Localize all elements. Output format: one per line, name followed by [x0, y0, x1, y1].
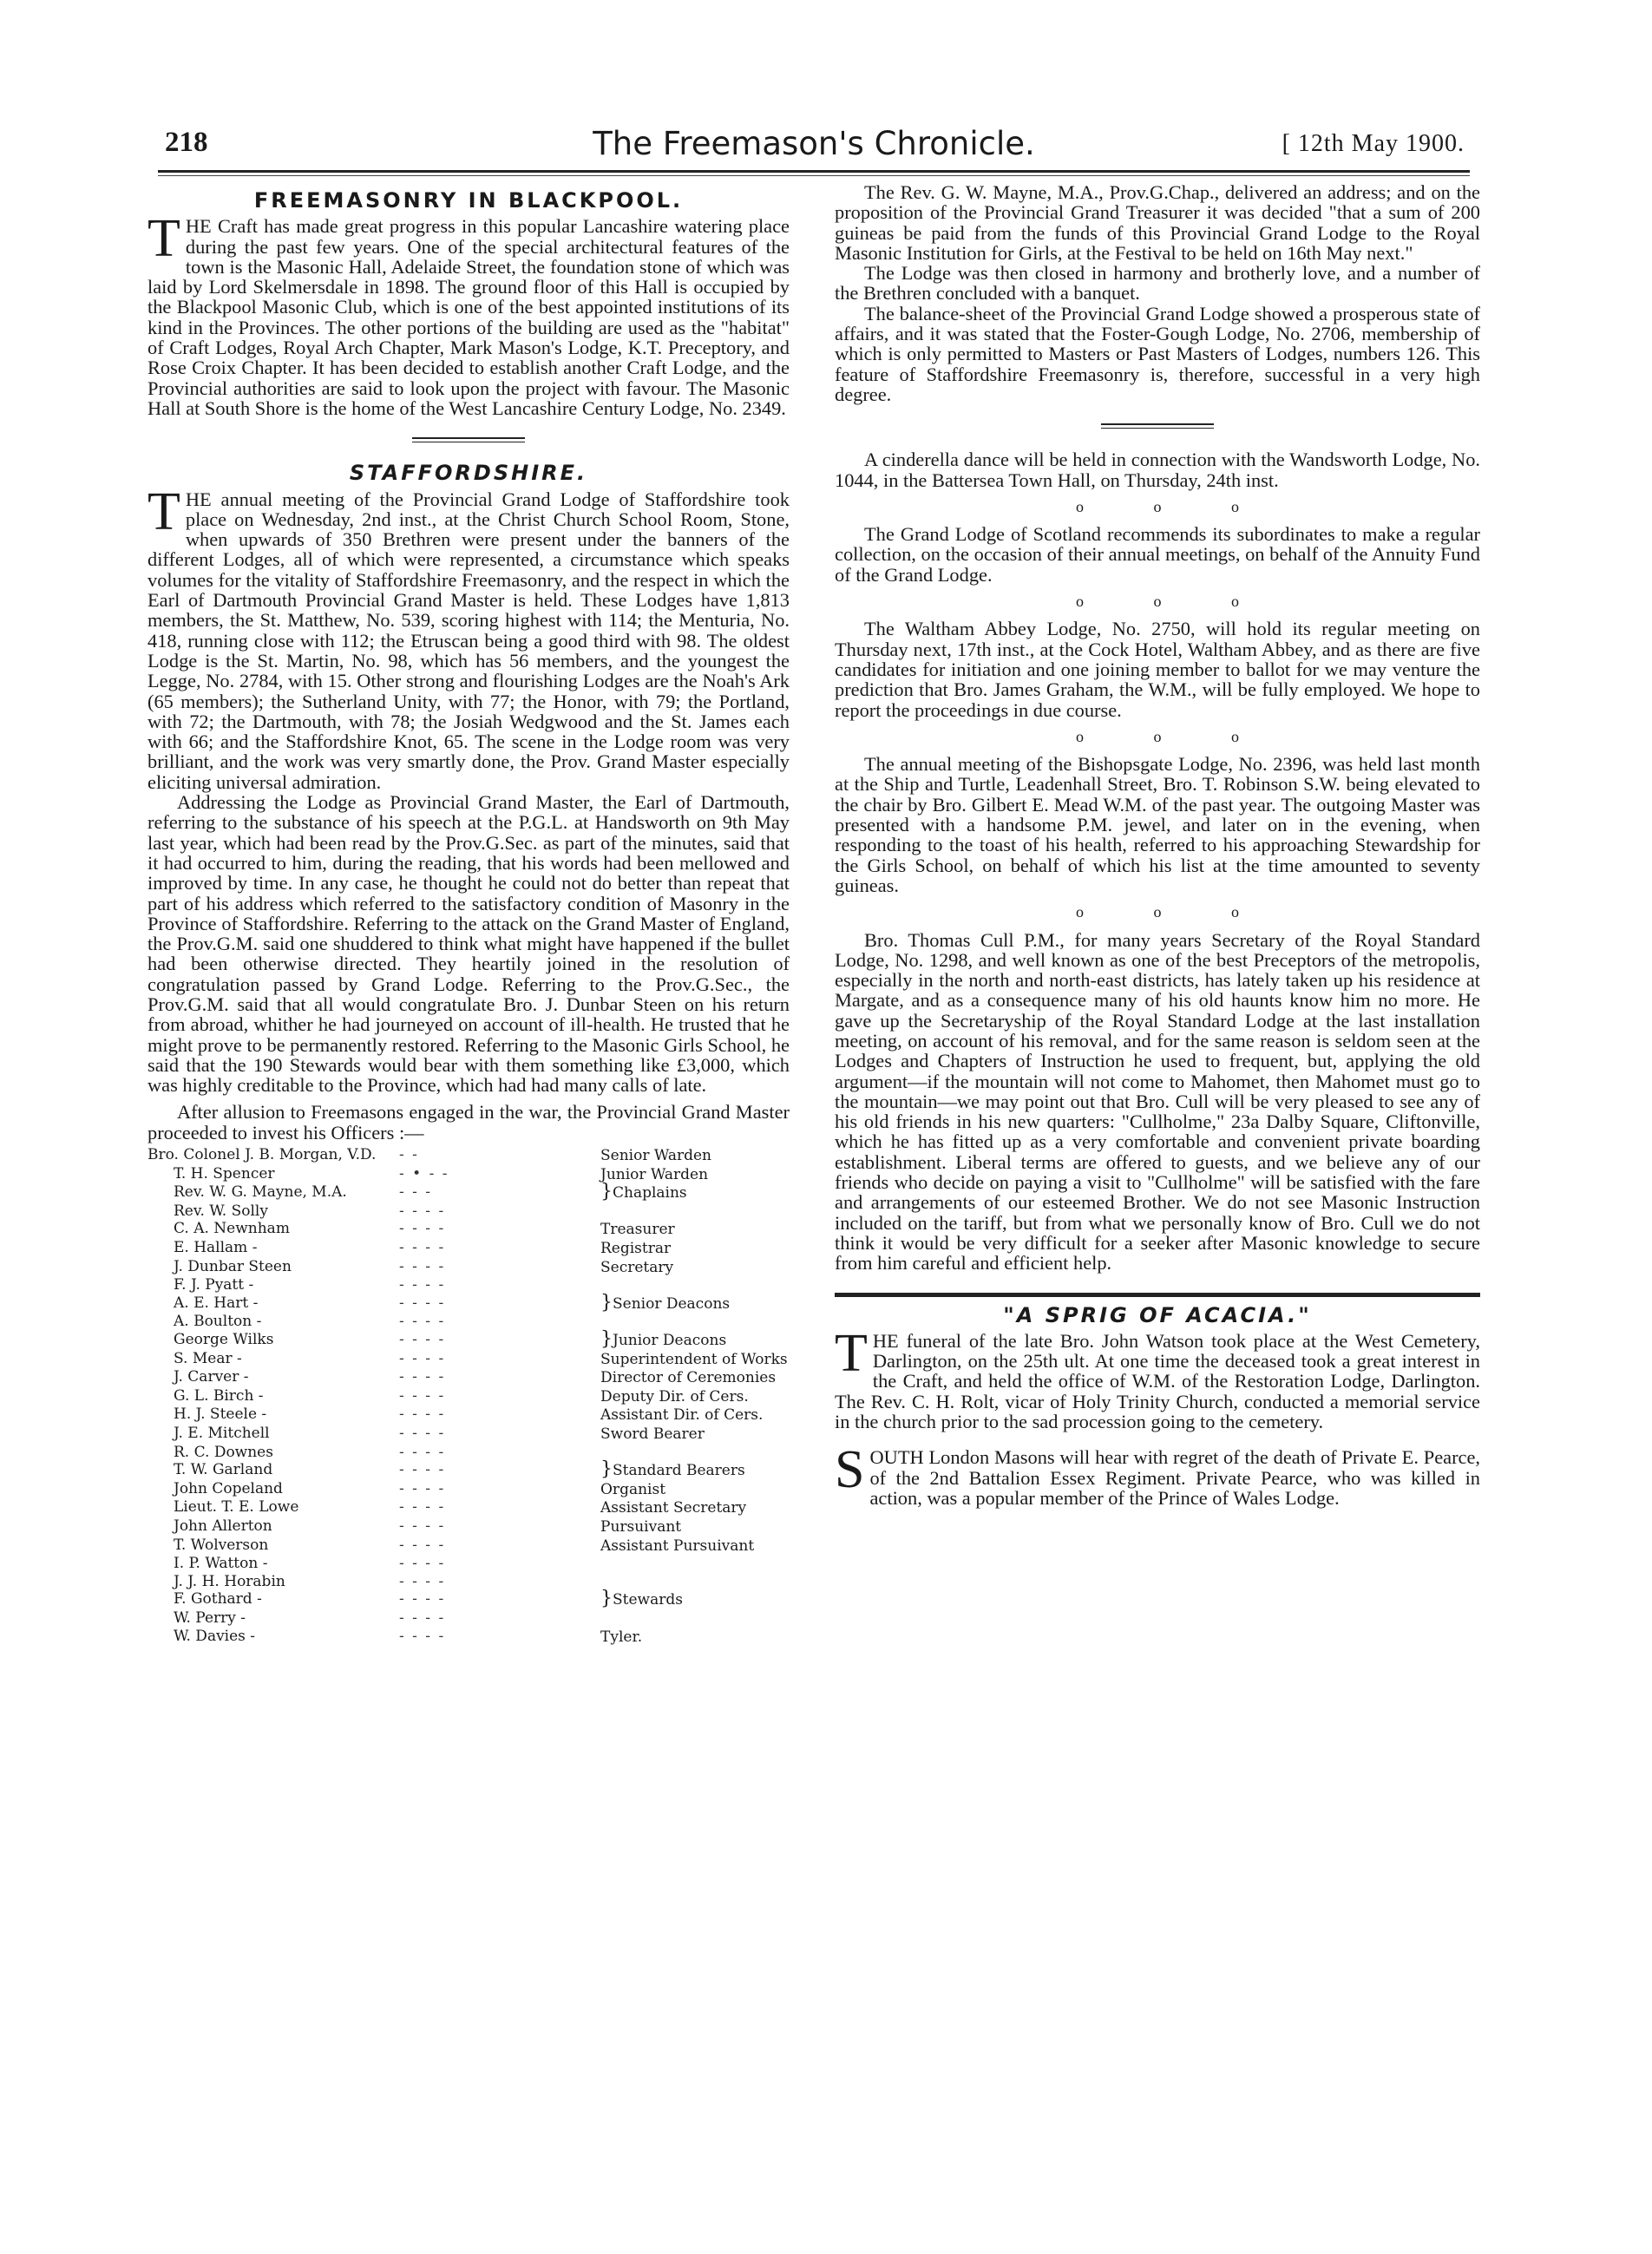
section-divider	[1101, 423, 1214, 429]
officer-name: A. E. Hart -	[174, 1294, 259, 1312]
note-paragraph: The Waltham Abbey Lodge, No. 2750, will hold its regular meeting on Thursday next, 17th inst., at the Cock Hotel, Waltham Abbey, and as there are five candidates for initiation and one joining member to ballot for we may venture the prediction that Bro. James Graham, the W.M., will be fully employed. We hope to report the proceedings in due course.	[835, 618, 1480, 721]
officer-name: R. C. Downes	[174, 1443, 273, 1461]
leader-dots: - - -	[399, 1183, 433, 1202]
drop-cap: S	[835, 1440, 865, 1500]
officer-role	[600, 1628, 790, 1647]
article-paragraph: After allusion to Freemasons engaged in the war, the Provincial Grand Master proceeded to invest his Officers :—	[148, 1101, 790, 1143]
officer-row	[148, 1628, 790, 1647]
officer-row	[148, 1331, 790, 1350]
officer-row	[148, 1165, 790, 1184]
brace-mark: }	[600, 1328, 613, 1350]
officer-role-label: Junior Deacons	[613, 1332, 727, 1349]
officer-role	[600, 1387, 790, 1406]
leader-dots: - - - -	[399, 1627, 446, 1645]
article-paragraph: THE funeral of the late Bro. John Watson took place at the West Cemetery, Darlington, on the 25th ult. At one time the deceased took a great interest in the Craft, and held the office of W.M. of the Restoration Lodge, Darlington. The Rev. C. H. Rolt, vicar of Holy Trinity Church, conducted a memorial service in the church prior to the sad procession going to the cemetery.	[835, 1323, 1480, 1433]
brace-mark: }	[600, 1291, 613, 1314]
officer-role-label: Standard Bearers	[613, 1462, 745, 1480]
leader-dots: - - - -	[399, 1239, 446, 1257]
officer-row	[148, 1425, 790, 1444]
officer-role-label: Pursuivant	[600, 1517, 682, 1536]
drop-cap: T	[148, 209, 180, 269]
publication-title: The Freemason's Chronicle.	[593, 125, 1035, 162]
leader-dots: - - - -	[399, 1386, 446, 1405]
article-heading-blackpool: FREEMASONRY IN BLACKPOOL.	[253, 188, 684, 213]
leader-dots: - - - -	[399, 1424, 446, 1442]
officer-role	[600, 1458, 790, 1481]
leader-dots: - - - -	[399, 1331, 446, 1348]
officer-role	[600, 1350, 790, 1369]
leader-dots: - - - -	[399, 1590, 446, 1609]
page-number: 218	[165, 127, 208, 158]
officer-name: J. E. Mitchell	[174, 1424, 270, 1442]
officer-role	[600, 1444, 790, 1462]
leader-dots: - - - -	[399, 1349, 446, 1367]
officer-name: Rev. W. Solly	[174, 1202, 268, 1220]
officer-role	[600, 1480, 790, 1499]
article-paragraph: The balance-sheet of the Provincial Grand Lodge showed a prosperous state of affairs, and it was stated that the Foster-Gough Lodge, No. 2706, membership of which is only permitted to Masters or Past Masters of Lodges, numbers 126. This feature of Staffordshire Freemasonry is, therefore, successful in a very high degree.	[835, 302, 1480, 405]
officer-row	[148, 1294, 790, 1314]
note-paragraph: Bro. Thomas Cull P.M., for many years Secretary of the Royal Standard Lodge, No. 1298, and well known as one of the best Preceptors of the metropolis, especially in the north and north-east districts, has lately taken up his residence at Margate, and as a consequence many of his old haunts know him no more. He gave up the Secretaryship of the Royal Standard Lodge at the last installation meeting, on account of his removal, and for the same reason is seldom seen at the Lodges and Chapters of Instruction he used to frequent, but, applying the old argument—if the mountain will not come to Mahomet, then Mahomet must go to the mountain—we may point out that Bro. Cull will be very pleased to see any of his old friends in his new quarters: "Cullholme," 23a Dalby Square, Cliftonville, which he has fitted up as a very comfortable and convenient private boarding establishment. Liberal terms are offered to guests, and we believe any of our friends who decide on paying a visit to "Cullholme" will be satisfied with the fare and arrangements of our esteemed Brother. We do not see Masonic Instruction included on the tariff, but from what we personally know of Bro. Cull we do not think it would be very difficult for a seeker after Masonic knowledge to secure from him careful and efficient help.	[835, 928, 1480, 1274]
officer-row	[148, 1146, 790, 1165]
right-column	[835, 182, 1480, 1508]
masthead-rule	[158, 170, 1470, 173]
officer-role	[600, 1276, 790, 1294]
officer-name: John Allerton	[174, 1517, 272, 1535]
article-heading-acacia: "A SPRIG OF ACACIA."	[1003, 1302, 1312, 1327]
officer-name: S. Mear -	[174, 1349, 242, 1367]
masthead	[158, 120, 1470, 172]
officer-role-label: Organist	[600, 1480, 666, 1498]
brace-mark: }	[600, 1588, 613, 1610]
article-paragraph: THE Craft has made great progress in this popular Lancashire watering place during the past few years. One of the special architectural features of the town is the Masonic Hall, Adelaide Street, the foundation stone of which was laid by Lord Skelmersdale in 1898. The ground floor of this Hall is occupied by the Blackpool Masonic Club, which is one of the best appointed institutions of its kind in the Provinces. The other portions of the building are used as the "habitat" of Craft Lodges, Royal Arch Chapter, Mark Mason's Lodge, K.T. Preceptory, and Rose Croix Chapter. It has been decided to establish another Craft Lodge, and the Provincial authorities are said to look upon the project with favour. The Masonic Hall at South Shore is the home of the West Lancashire Century Lodge, No. 2349.	[148, 209, 790, 419]
officer-role	[600, 1498, 790, 1517]
note-paragraph: The annual meeting of the Bishopsgate Lodge, No. 2396, was held last month at the Ship and Turtle, Leadenhall Street, Bro. T. Robinson S.W. being elevated to the chair by Bro. Gilbert E. Mead W.M. of the past year. The outgoing Master was presented with a handsome P.M. jewel, and later on in the evening, when responding to the toast of his health, referred to his approaching Stewardship for the Girls School, on behalf of which his list at the time amounted to seventy guineas.	[835, 753, 1480, 896]
officer-role-label: Assistant Pursuivant	[600, 1537, 755, 1555]
officer-name: W. Davies -	[174, 1627, 256, 1645]
leader-dots: - - - -	[399, 1609, 446, 1627]
officer-name: G. L. Birch -	[174, 1386, 264, 1405]
officer-row	[148, 1387, 790, 1406]
officer-role	[600, 1183, 790, 1202]
leader-dots: - - - -	[399, 1517, 446, 1535]
leader-dots: - - - -	[399, 1536, 446, 1554]
officer-name: F. Gothard -	[174, 1590, 262, 1609]
note-paragraph: A cinderella dance will be held in connection with the Wandsworth Lodge, No. 1044, in the Battersea Town Hall, on Thursday, 24th inst.	[835, 449, 1480, 491]
officer-row	[148, 1368, 790, 1387]
officer-name: Rev. W. G. Mayne, M.A.	[174, 1183, 347, 1202]
officer-name: I. P. Watton -	[174, 1555, 268, 1573]
officers-list	[148, 1146, 790, 1646]
ornament-dots: o o o	[1076, 903, 1272, 921]
officer-row	[148, 1276, 790, 1294]
officer-role	[600, 1425, 790, 1444]
article-paragraph: Addressing the Lodge as Provincial Grand Master, the Earl of Dartmouth, referring to the substance of his speech at the P.G.L. at Handsworth on 9th May last year, which had been read by the Prov.G.Sec. as part of the minutes, said that it had occurred to him, during the reading, that his words had been mellowed and improved by time. In any case, he thought he could not do better than repeat that part of his address which referred to the satisfactory condition of Masonry in the Province of Staffordshire. Referring to the attack on the Grand Master of England, the Prov.G.M. said one shuddered to think what might have happened if the bullet had been otherwise directed. They heartily joined in the resolution of congratulation passed by Grand Lodge. Referring to the Prov.G.Sec., the Prov.G.M. said that all would congratulate Bro. J. Dunbar Steen on his return from abroad, whither he had journeyed on account of ill-health. He trusted that he might prove to be permanently restored. Referring to the Masonic Girls School, he said that the 190 Stewards would bear with them something like £3,000, which was highly creditable to the Province, which had had many calls of late.	[148, 791, 790, 1097]
officer-row	[148, 1498, 790, 1517]
officer-role	[600, 1368, 790, 1387]
officer-row	[148, 1183, 790, 1202]
officer-role-label: Assistant Dir. of Cers.	[600, 1406, 764, 1425]
leader-dots: - - - -	[399, 1294, 446, 1312]
officer-role-label: Director of Ceremonies	[600, 1369, 777, 1387]
officer-role	[600, 1202, 790, 1221]
officer-name: John Copeland	[174, 1479, 283, 1497]
officer-role	[600, 1517, 790, 1537]
drop-cap: T	[835, 1323, 868, 1383]
officer-row	[148, 1517, 790, 1537]
ornament-dots: o o o	[1076, 727, 1272, 745]
officer-name: W. Perry -	[174, 1609, 246, 1627]
leader-dots: - - - -	[399, 1405, 446, 1424]
drop-cap: T	[148, 482, 180, 541]
article-paragraph: SOUTH London Masons will hear with regret of the death of Private E. Pearce, of the 2nd Battalion Essex Regiment. Private Pearce, who was killed in action, was a popular member of the Prince of Wales Lodge.	[835, 1440, 1480, 1509]
officer-name: J. J. H. Horabin	[174, 1572, 285, 1590]
article-paragraph: The Rev. G. W. Mayne, M.A., Prov.G.Chap., delivered an address; and on the proposition of the Provincial Grand Treasurer it was decided "that a sum of 200 guineas be paid from the funds of this Provincial Grand Lodge to the Royal Masonic Institution for Girls, at the Festival to be held on 16th May next."	[835, 181, 1480, 264]
officer-row	[148, 1202, 790, 1221]
note-paragraph: The Grand Lodge of Scotland recommends its subordinates to make a regular collection, on the occasion of their annual meetings, on behalf of the Annuity Fund of the Grand Lodge.	[835, 523, 1480, 586]
issue-date: [ 12th May 1900.	[1282, 130, 1465, 157]
officer-role	[600, 1590, 790, 1609]
section-divider	[412, 437, 525, 442]
leader-dots: - - - -	[399, 1572, 446, 1590]
article-paragraph: THE annual meeting of the Provincial Grand Lodge of Staffordshire took place on Wednesday, 2nd inst., at the Christ Church School Room, Stone, when upwards of 350 Brethren were present under the banners of the different Lodges, all of which were represented, a circumstance which speaks volumes for the vitality of Staffordshire Freemasonry, and the respect in which the Earl of Dartmouth Provincial Grand Master is held. These Lodges have 1,813 members, the St. Matthew, No. 539, scoring highest with 114; the Menturia, No. 418, running close with 112; the Etruscan being a good third with 98. The oldest Lodge is the St. Martin, No. 98, which has 56 members, and the youngest the Legge, No. 2784, with 15. Other strong and flourishing Lodges are the Noah's Ark (65 members); the Sutherland Unity, with 77; the Honor, with 79; the Portland, with 72; the Dartmouth, with 78; the Josiah Wedgwood and the St. James each with 66; and the Staffordshire Knot, 65. The scene in the Lodge room was very brilliant, and the work was very smartly done, the Prov. Grand Master especially eliciting universal admiration.	[148, 482, 790, 793]
officer-role	[600, 1146, 790, 1165]
officer-role-label: Senior Warden	[600, 1147, 712, 1165]
officer-role	[600, 1555, 790, 1573]
officer-name: Lieut. T. E. Lowe	[174, 1498, 299, 1517]
officer-row	[148, 1220, 790, 1239]
officer-role-label: Treasurer	[600, 1221, 675, 1239]
officer-role	[600, 1165, 790, 1184]
officer-role-label: Tyler.	[600, 1628, 643, 1646]
officer-name: T. H. Spencer	[174, 1164, 275, 1183]
officer-row	[148, 1444, 790, 1462]
officer-name: H. J. Steele -	[174, 1405, 267, 1424]
officer-row	[148, 1555, 790, 1573]
leader-dots: - - - -	[399, 1276, 446, 1294]
leader-dots: - - - -	[399, 1498, 446, 1517]
officer-role-label: Secretary	[600, 1258, 674, 1276]
officer-role	[600, 1328, 790, 1350]
officer-role-label: Chaplains	[613, 1184, 687, 1202]
officer-role-label: Superintendent of Works	[600, 1350, 788, 1368]
officer-name: J. Dunbar Steen	[174, 1257, 292, 1275]
article-paragraph: The Lodge was then closed in harmony and brotherly love, and a number of the Brethren concluded with a banquet.	[835, 262, 1480, 305]
officer-name: F. J. Pyatt -	[174, 1276, 254, 1294]
officer-role-label: Stewards	[613, 1591, 683, 1609]
officer-name: J. Carver -	[174, 1368, 249, 1386]
officer-name: George Wilks	[174, 1331, 274, 1348]
article-heading-staffordshire: STAFFORDSHIRE.	[349, 461, 588, 486]
officer-row	[148, 1573, 790, 1591]
leader-dots: - - - -	[399, 1368, 446, 1386]
ornament-dots: o o o	[1076, 593, 1272, 611]
officer-row	[148, 1405, 790, 1425]
officer-role	[600, 1239, 790, 1258]
officer-row	[148, 1537, 790, 1556]
officer-role	[600, 1258, 790, 1277]
section-divider-wide	[835, 1293, 1480, 1297]
officer-role	[600, 1313, 790, 1331]
officer-role	[600, 1220, 790, 1239]
officer-role-label: Deputy Dir. of Cers.	[600, 1387, 749, 1405]
officer-name: T. W. Garland	[174, 1461, 273, 1479]
leader-dots: - - - -	[399, 1443, 446, 1461]
officer-role-label: Junior Warden	[600, 1165, 709, 1183]
left-column	[148, 182, 790, 1646]
brace-mark: }	[600, 1181, 613, 1203]
officer-row	[148, 1258, 790, 1277]
leader-dots: - - - -	[399, 1313, 446, 1331]
officer-row	[148, 1590, 790, 1609]
officer-role-label: Sword Bearer	[600, 1425, 705, 1443]
leader-dots: - - - -	[399, 1555, 446, 1573]
brace-mark: }	[600, 1458, 613, 1481]
officer-name: Bro. Colonel J. B. Morgan, V.D.	[148, 1146, 377, 1164]
officer-role-label: Assistant Secretary	[600, 1499, 747, 1517]
officer-row	[148, 1313, 790, 1331]
leader-dots: - - - -	[399, 1202, 446, 1220]
ornament-dots: o o o	[1076, 497, 1272, 515]
officer-name: E. Hallam -	[174, 1239, 258, 1257]
leader-dots: - - - -	[399, 1220, 446, 1238]
officer-row	[148, 1350, 790, 1369]
leader-dots: - - - -	[399, 1479, 446, 1497]
officer-role	[600, 1291, 790, 1314]
leader-dots: - • - -	[399, 1164, 449, 1183]
officer-name: T. Wolverson	[174, 1536, 269, 1554]
officer-role-label: Senior Deacons	[613, 1294, 731, 1313]
officer-name: A. Boulton -	[174, 1313, 262, 1331]
leader-dots: - - - -	[399, 1257, 446, 1275]
officer-row	[148, 1609, 790, 1628]
officer-role	[600, 1573, 790, 1591]
officer-role-label: Registrar	[600, 1240, 672, 1258]
leader-dots: - -	[399, 1146, 419, 1164]
officer-name: C. A. Newnham	[174, 1220, 290, 1238]
officer-row	[148, 1480, 790, 1499]
officer-row	[148, 1461, 790, 1480]
officer-role	[600, 1609, 790, 1628]
officer-row	[148, 1239, 790, 1258]
masthead-rule-thin	[158, 175, 1470, 176]
officer-role	[600, 1537, 790, 1556]
officer-role	[600, 1405, 790, 1425]
leader-dots: - - - -	[399, 1461, 446, 1479]
